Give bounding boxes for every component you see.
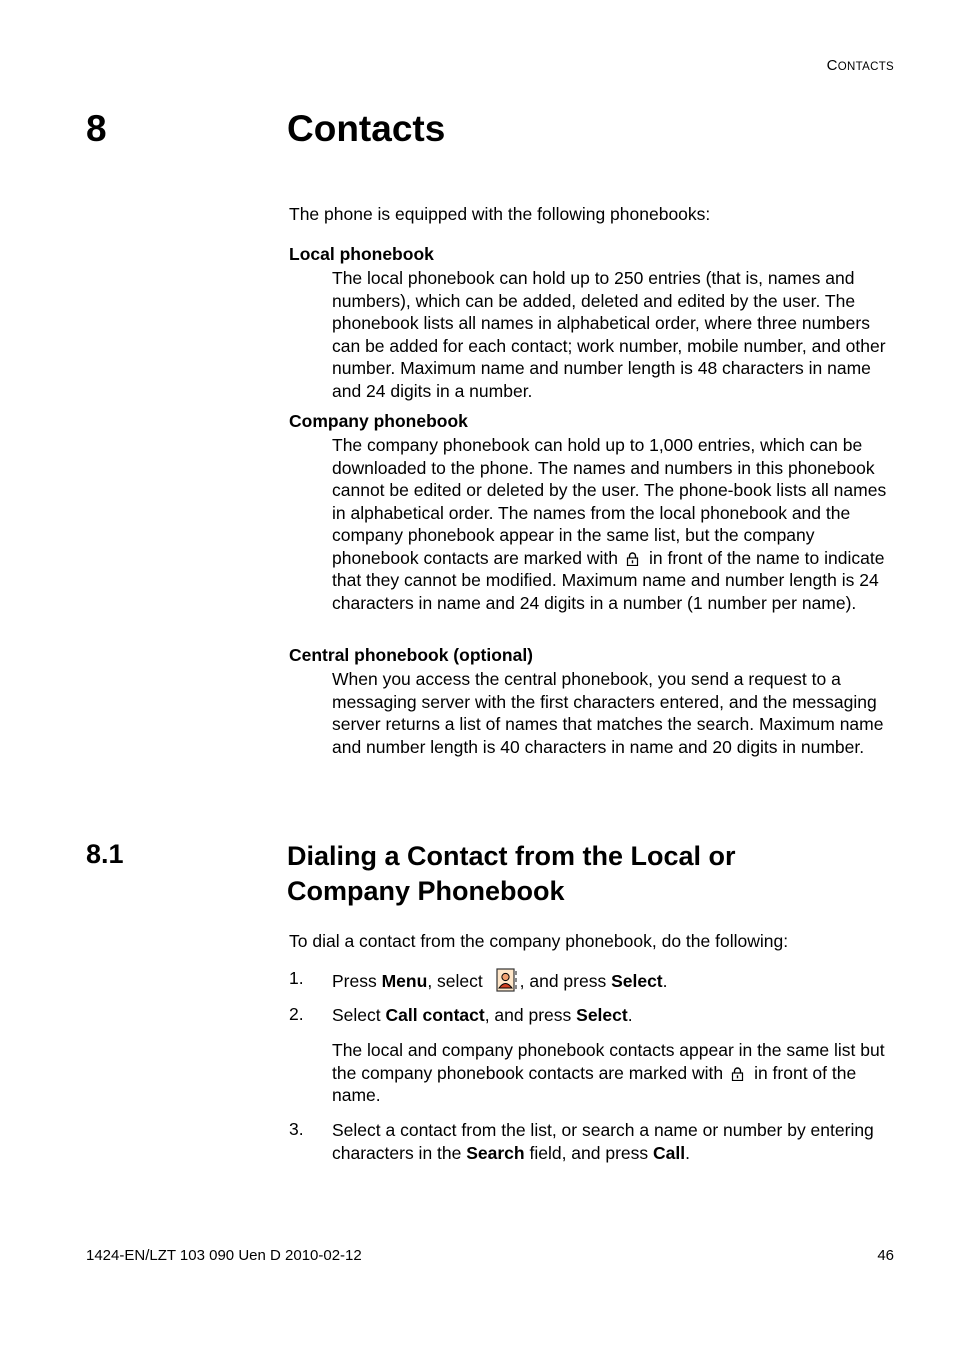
step-2-select-keyword: Select bbox=[576, 1005, 628, 1025]
step-1-part: , select bbox=[427, 971, 488, 991]
note-text-after: in front of the name. bbox=[332, 1062, 857, 1105]
company-text-after: in front of the name to indicate that they cannot be modified. Maximum name and number length is 24 characters in name and 24 digits in a number (1 number per name). bbox=[332, 547, 885, 613]
step-1-number: 1. bbox=[289, 968, 304, 988]
step-1-menu-keyword: Menu bbox=[381, 971, 428, 991]
step-2-number: 2. bbox=[289, 1004, 304, 1024]
term-central-phonebook: Central phonebook (optional) bbox=[289, 645, 534, 665]
step-1-part: . bbox=[662, 971, 668, 991]
step-3-text bbox=[332, 1119, 894, 1164]
desc-local-phonebook: The local phonebook can hold up to 250 entries (that is, names and numbers), which can be added, deleted and edited by the user. The phonebook lists all names in alphabetical order, where three numbers can be added for each contact; work number, mobile number, and other number. Maximum name and number length is 48 characters in name and 24 digits in a number. bbox=[332, 268, 886, 401]
step-3-call-keyword: Call bbox=[653, 1142, 686, 1163]
section-title: Dialing a Contact from the Local or Company Phonebook bbox=[287, 841, 736, 906]
step-1-part: , and press bbox=[519, 971, 612, 991]
running-head-rest: ONTACTS bbox=[837, 61, 894, 73]
step-1-select-keyword: Select bbox=[611, 971, 663, 991]
step-3-part: field, and press bbox=[524, 1142, 654, 1163]
step-2-call-contact-keyword: Call contact bbox=[385, 1005, 485, 1025]
chapter-number: 8 bbox=[86, 108, 107, 149]
step-1-part: Press bbox=[332, 971, 382, 991]
footer-document-id: 1424-EN/LZT 103 090 Uen D 2010-02-12 bbox=[86, 1247, 362, 1264]
section-intro: To dial a contact from the company phonebook, do the following: bbox=[289, 931, 789, 951]
desc-central-phonebook: When you access the central phonebook, you send a request to a messaging server with the first characters entered, and the messaging server returns a list of names that matches the search. Maximum name and number length is 40 characters in name and 20 digits in number. bbox=[332, 669, 884, 757]
step-2-part: Select bbox=[332, 1005, 386, 1025]
company-text-before: The company phonebook can hold up to 1,000 entries, which can be downloaded to the phone. The names and numbers in this phonebook cannot be edited or deleted by the user. The phone-book lists all names in alphabetical order. The names from the local phonebook and the company phonebook appear in the same list, but the company phonebook contacts are marked with bbox=[332, 435, 887, 568]
term-local-phonebook: Local phonebook bbox=[289, 244, 434, 264]
section-number: 8.1 bbox=[86, 839, 124, 869]
step-3-part: . bbox=[685, 1142, 690, 1163]
step-3-part: Select a contact from the list, or search a name or number by entering characters in the bbox=[332, 1120, 874, 1163]
step-3-search-keyword: Search bbox=[466, 1142, 525, 1163]
step-3-number: 3. bbox=[289, 1119, 304, 1139]
chapter-title: Contacts bbox=[287, 108, 446, 149]
footer-page-number: 46 bbox=[877, 1247, 894, 1264]
contacts-menu-icon bbox=[496, 968, 518, 992]
lock-icon bbox=[626, 552, 639, 566]
desc-company-phonebook bbox=[332, 434, 894, 614]
running-head-first: C bbox=[826, 57, 838, 74]
step-1-text bbox=[332, 968, 894, 993]
intro-paragraph: The phone is equipped with the following phonebooks: bbox=[289, 204, 711, 224]
note-text-before: The local and company phonebook contacts appear in the same list but the company phonebook contacts are marked with bbox=[332, 1040, 885, 1083]
term-company-phonebook: Company phonebook bbox=[289, 411, 468, 431]
step-2-note bbox=[332, 1039, 894, 1107]
lock-icon bbox=[731, 1067, 744, 1081]
running-header bbox=[827, 57, 894, 74]
step-2-part: , and press bbox=[484, 1005, 577, 1025]
step-2-part: . bbox=[627, 1005, 633, 1025]
step-2-text bbox=[332, 1004, 894, 1027]
